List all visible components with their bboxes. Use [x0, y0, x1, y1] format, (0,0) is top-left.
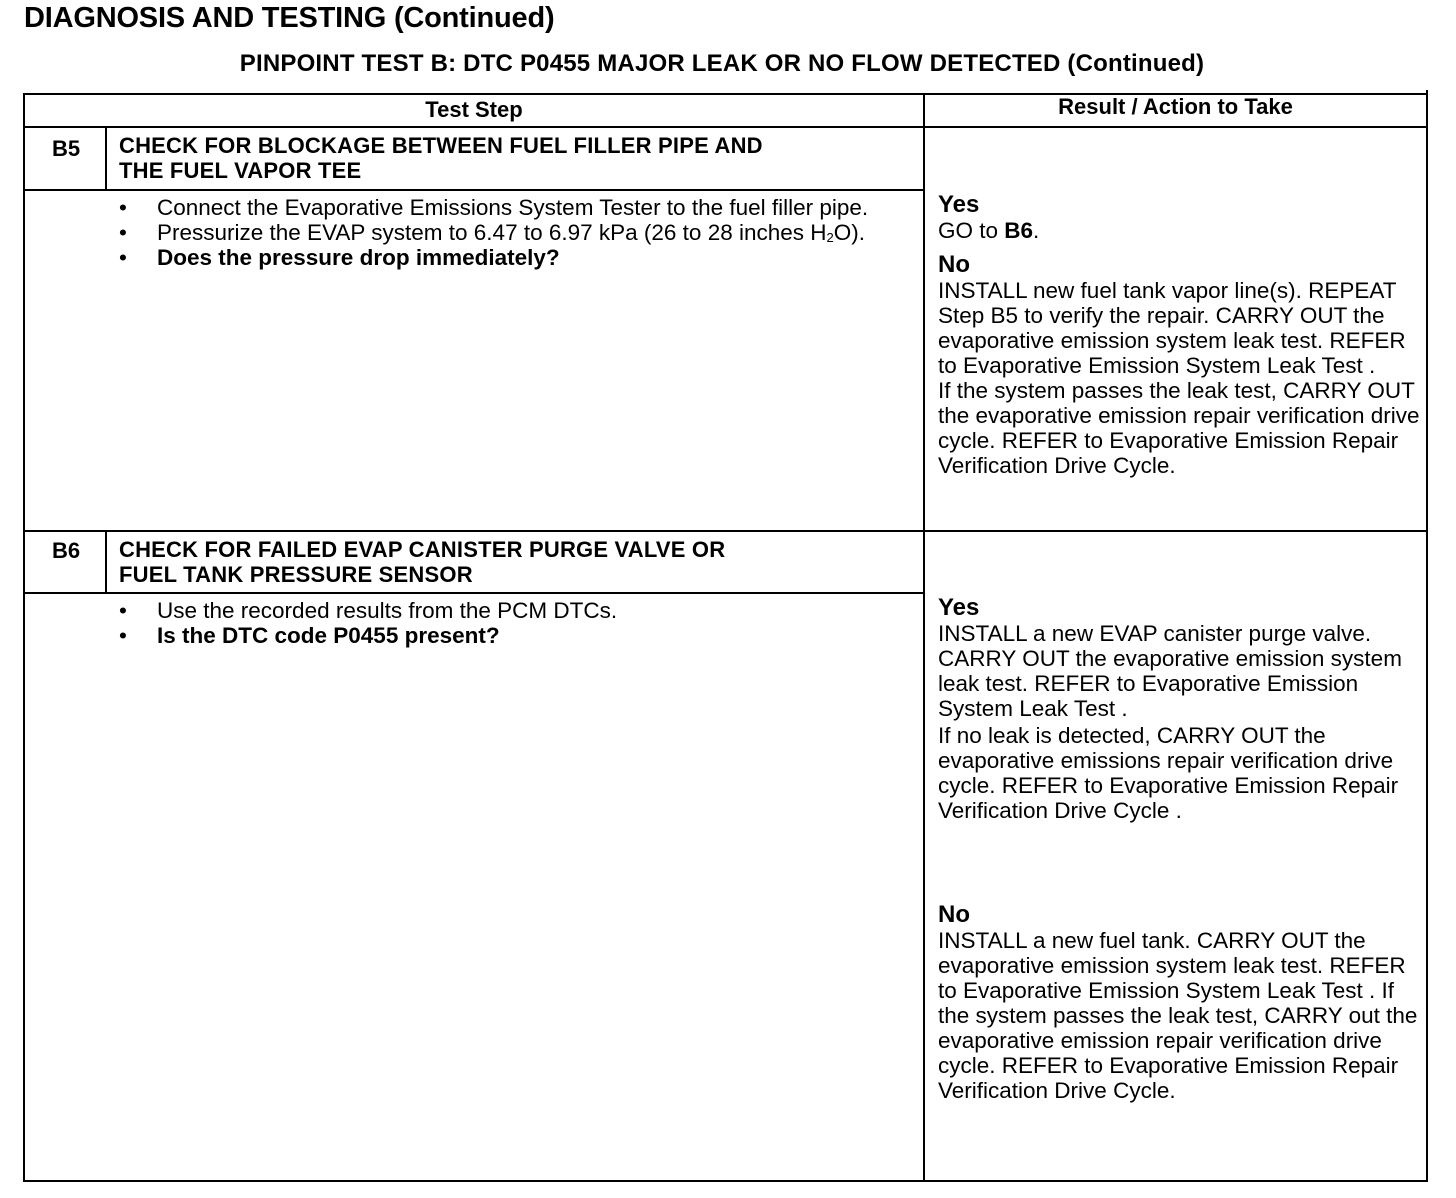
- result-b6-yes: [938, 595, 1423, 823]
- list-item: • Connect the Evaporative Emissions System Tester to the fuel filler pipe.: [119, 195, 909, 220]
- list-item-question: • Is the DTC code P0455 present?: [119, 623, 909, 648]
- column-divider: [923, 93, 925, 1182]
- answer-no-text: INSTALL new fuel tank vapor line(s). REPEAT Step B5 to verify the repair. CARRY OUT the evaporative emission system leak test. REFER to Evaporative Emission System Leak Test .: [938, 278, 1406, 378]
- step-title-b5-line1: CHECK FOR BLOCKAGE BETWEEN FUEL FILLER PIPE AND: [119, 133, 763, 158]
- step-b5-pressurize-text: Pressurize the EVAP system to 6.47 to 6.97 kPa (26 to 28 inches H: [157, 220, 827, 245]
- step-b5-instructions: [119, 195, 909, 270]
- list-item: • Use the recorded results from the PCM DTCs.: [119, 598, 909, 623]
- step-b6-instructions: [119, 598, 909, 648]
- result-b6-no: [938, 902, 1423, 1103]
- table-border-bottom: [23, 1180, 1428, 1182]
- answer-no-label: No: [938, 901, 970, 928]
- step-title-b5: [119, 133, 909, 183]
- step-title-b6: [119, 537, 909, 587]
- row-divider: [23, 530, 1428, 532]
- answer-yes-label: Yes: [938, 191, 980, 218]
- step-title-b6-line2: FUEL TANK PRESSURE SENSOR: [119, 562, 473, 587]
- pinpoint-test-title-text: PINPOINT TEST B: DTC P0455 MAJOR LEAK OR NO FLOW DETECTED (Continued): [239, 50, 1205, 77]
- list-item: [119, 220, 909, 245]
- list-item-question: • Does the pressure drop immediately?: [119, 245, 909, 270]
- answer-yes-text: [938, 218, 1423, 243]
- step-title-b5-line2: THE FUEL VAPOR TEE: [119, 158, 362, 183]
- result-b5: [938, 192, 1423, 478]
- table-border-left: [23, 93, 25, 1182]
- answer-no-label: No: [938, 251, 970, 278]
- answer-yes-suffix: .: [1033, 218, 1040, 243]
- column-header-test-step: Test Step: [425, 97, 523, 122]
- answer-yes-text-2: If no leak is detected, CARRY OUT the evaporative emissions repair verification drive cycle. REFER to Evaporative Emission Repair Verification Drive Cycle .: [938, 723, 1399, 823]
- answer-yes-label: Yes: [938, 594, 980, 621]
- column-header-result: Result / Action to Take: [1058, 94, 1293, 119]
- pinpoint-test-title: [0, 50, 1456, 78]
- step-b5-pressurize-tail: O).: [833, 220, 866, 245]
- header-divider: [23, 126, 1428, 128]
- b5-title-divider: [23, 189, 925, 191]
- answer-no-text-2: If the system passes the leak test, CARRY OUT the evaporative emission repair verification drive cycle. REFER to Evaporative Emission Repair Verification Drive Cycle.: [938, 378, 1420, 478]
- subscript-2: 2: [826, 230, 834, 245]
- step-id-b6: B6: [51, 538, 81, 563]
- page-title: DIAGNOSIS AND TESTING (Continued): [24, 2, 555, 34]
- table-border-right: [1426, 90, 1428, 1182]
- answer-no-text: INSTALL a new fuel tank. CARRY OUT the evaporative emission system leak test. REFER to Evaporative Emission System Leak Test . If the system passes the leak test, CARRY out the evaporative emission repair verification drive cycle. REFER to Evaporative Emission Repair Verification Drive Cycle.: [938, 928, 1418, 1103]
- b6-title-divider: [23, 592, 925, 594]
- answer-yes-prefix: GO to: [938, 218, 1005, 243]
- answer-yes-target: B6: [1004, 218, 1034, 243]
- answer-yes-text: INSTALL a new EVAP canister purge valve. CARRY OUT the evaporative emission system leak test. REFER to Evaporative Emission System Leak Test .: [938, 621, 1402, 721]
- step-title-b6-line1: CHECK FOR FAILED EVAP CANISTER PURGE VALVE OR: [119, 537, 726, 562]
- step-id-b5: B5: [51, 136, 81, 161]
